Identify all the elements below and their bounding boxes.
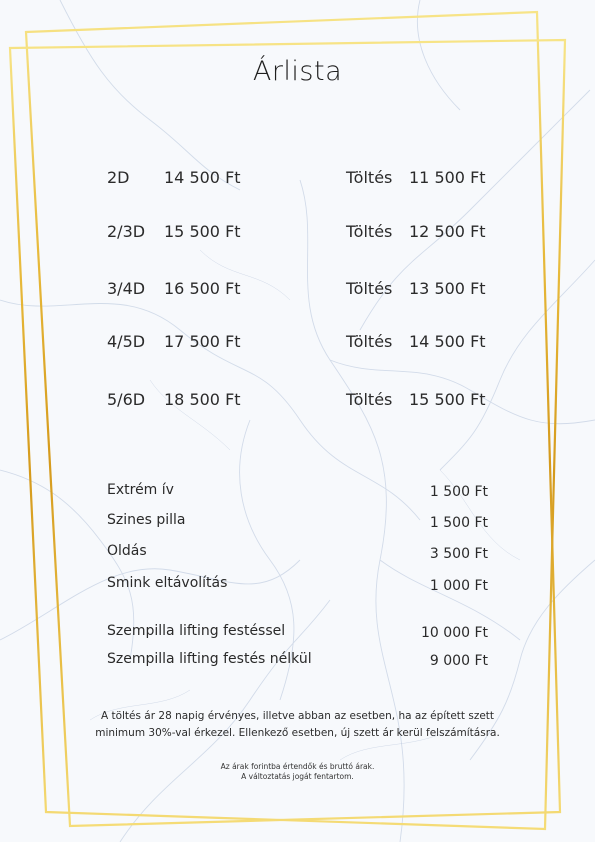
- lash-size: 3/4D: [107, 279, 146, 298]
- refill-note-line: minimum 30%-val érkezel. Ellenkező esetben, új szett ár kerül felszámításra.: [95, 727, 500, 739]
- extra-price: 1 000 Ft: [429, 578, 488, 594]
- extra-name: Szempilla lifting festéssel: [107, 623, 286, 639]
- refill-price: 11 500 Ft: [409, 168, 486, 187]
- lash-price: 18 500 Ft: [164, 390, 241, 409]
- extra-name: Extrém ív: [107, 482, 174, 498]
- refill-note-line: A töltés ár 28 napig érvényes, illetve abban az esetben, ha az épített szett: [100, 710, 495, 722]
- refill-note: [60, 708, 535, 742]
- refill-price: 13 500 Ft: [409, 279, 486, 298]
- footer-line: A változtatás jogát fentartom.: [241, 772, 354, 781]
- refill-price: 15 500 Ft: [409, 390, 486, 409]
- lash-size: 4/5D: [107, 332, 146, 351]
- lash-size: 5/6D: [107, 390, 146, 409]
- footer-line: Az árak forintba értendők és bruttó árak.: [220, 762, 375, 771]
- refill-label: Töltés: [346, 168, 393, 187]
- refill-label: Töltés: [346, 332, 393, 351]
- extra-price: 9 000 Ft: [429, 653, 488, 669]
- extra-price: 1 500 Ft: [429, 484, 488, 500]
- extra-price: 10 000 Ft: [421, 625, 488, 641]
- refill-price: 12 500 Ft: [409, 222, 486, 241]
- lash-price: 16 500 Ft: [164, 279, 241, 298]
- page-title: Árlista: [252, 56, 343, 87]
- lash-size: 2/3D: [107, 222, 146, 241]
- refill-price: 14 500 Ft: [409, 332, 486, 351]
- refill-label: Töltés: [346, 222, 393, 241]
- lash-price: 15 500 Ft: [164, 222, 241, 241]
- lash-size: 2D: [107, 168, 130, 187]
- lash-price: 14 500 Ft: [164, 168, 241, 187]
- gold-frame-outer: [26, 12, 560, 826]
- extra-name: Smink eltávolítás: [107, 575, 228, 591]
- extra-name: Oldás: [107, 543, 147, 559]
- refill-label: Töltés: [346, 279, 393, 298]
- extra-price: 3 500 Ft: [429, 546, 488, 562]
- footer-note: [0, 762, 595, 782]
- lash-price: 17 500 Ft: [164, 332, 241, 351]
- extra-price: 1 500 Ft: [429, 515, 488, 531]
- extra-name: Szempilla lifting festés nélkül: [107, 651, 312, 667]
- extra-name: Szines pilla: [107, 512, 186, 528]
- refill-label: Töltés: [346, 390, 393, 409]
